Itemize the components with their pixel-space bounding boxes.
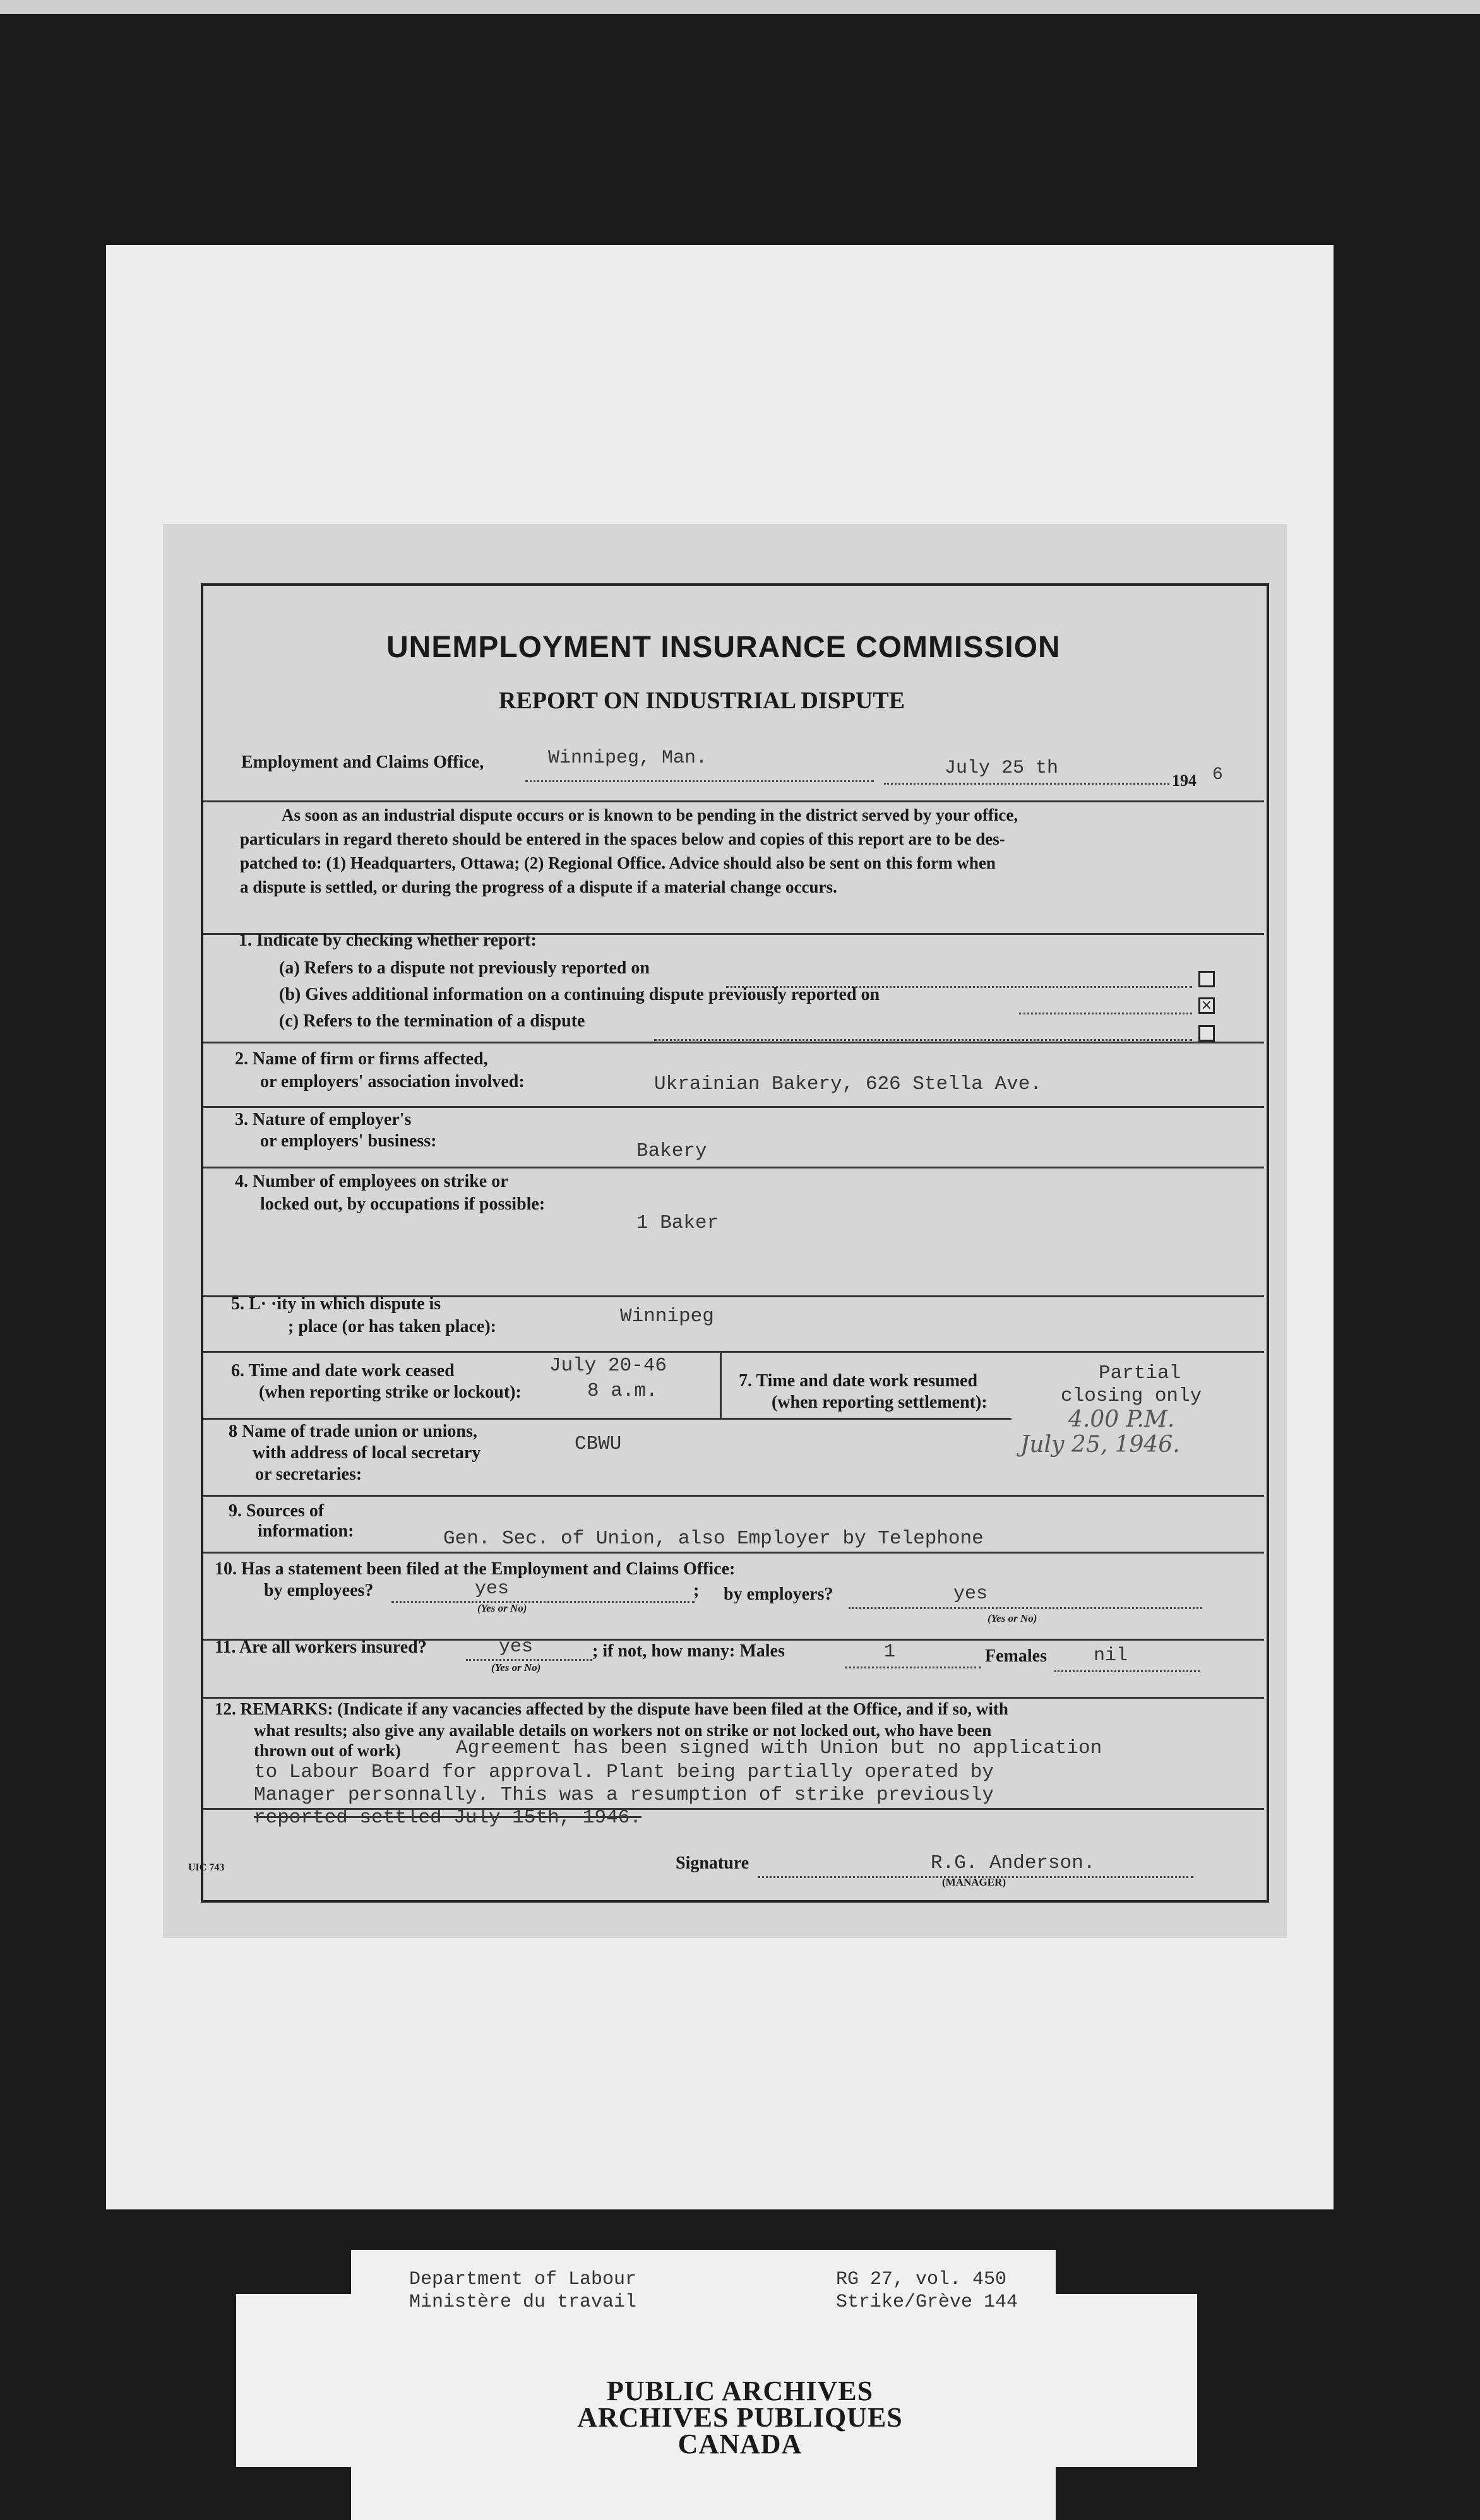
q4-label-2: locked out, by occupations if possible:: [260, 1194, 546, 1214]
q5-value: Winnipeg: [620, 1305, 714, 1328]
checkbox-b-checked[interactable]: ×: [1198, 997, 1215, 1014]
office-value: Winnipeg, Man.: [548, 747, 708, 769]
q8-label-2: with address of local secretary: [253, 1443, 481, 1463]
q3-label-1: 3. Nature of employer's: [235, 1110, 412, 1129]
instructions-line-3: patched to: (1) Headquarters, Ottawa; (2) Regional Office. Advice should also be sent on this form when: [240, 853, 996, 872]
year-suffix: 6: [1212, 765, 1223, 785]
archives-line-2: ARCHIVES PUBLIQUES: [577, 2402, 903, 2433]
divider: [203, 1808, 1264, 1810]
q4-label-1: 4. Number of employees on strike or: [235, 1172, 508, 1191]
q9-value: Gen. Sec. of Union, also Employer by Telephone: [443, 1528, 984, 1550]
q1-option-b: (b) Gives additional information on a continuing dispute previously reported on: [279, 985, 880, 1004]
q7-value-2: closing only: [1061, 1385, 1202, 1407]
archives-line-3: CANADA: [677, 2428, 803, 2459]
q11-label: 11. Are all workers insured?: [215, 1637, 427, 1657]
scan-top-band: [0, 0, 1480, 14]
remarks-label-2: what results; also give any available details on workers not on strike or not locked out, who have been: [254, 1721, 992, 1740]
archive-ref-2: Strike/Grève 144: [836, 2291, 1018, 2313]
year-prefix: 194: [1172, 771, 1197, 790]
q1-label: 1. Indicate by checking whether report:: [239, 930, 537, 950]
q7-handwritten-date: July 25, 1946.: [1020, 1432, 1180, 1458]
q11-yes-no-hint: (Yes or No): [491, 1661, 541, 1673]
q11-females-label: Females: [985, 1646, 1047, 1666]
q6-label-1: 6. Time and date work ceased: [231, 1361, 455, 1381]
q9-label-2: information:: [258, 1521, 354, 1541]
column-divider: [720, 1351, 722, 1419]
remarks-typed-1: Agreement has been signed with Union but no application: [456, 1737, 1102, 1759]
dept-fr: Ministère du travail: [409, 2291, 637, 2313]
q6-value-2: 8 a.m.: [587, 1380, 658, 1402]
instructions-line-1: As soon as an industrial dispute occurs or is known to be pending in the district served by your office,: [282, 805, 1018, 824]
q3-value: Bakery: [636, 1140, 707, 1162]
q5-label-1: 5. L· ·ity in which dispute is: [231, 1294, 441, 1314]
q10-yes-no-hint-2: (Yes or No): [988, 1612, 1037, 1624]
q6-label-2: (when reporting strike or lockout):: [259, 1382, 522, 1402]
q6-value-1: July 20-46: [549, 1355, 667, 1377]
q7-value-1: Partial: [1099, 1362, 1181, 1384]
q8-value: CBWU: [575, 1433, 622, 1455]
divider: [203, 800, 1264, 802]
form-title: UNEMPLOYMENT INSURANCE COMMISSION: [386, 631, 1061, 664]
q1-option-a: (a) Refers to a dispute not previously reported on: [279, 958, 650, 978]
divider: [203, 1351, 1264, 1353]
q10-employees-value: yes: [475, 1578, 510, 1600]
q3-label-2: or employers' business:: [260, 1131, 437, 1151]
q11-value: yes: [499, 1636, 534, 1658]
form-subtitle: REPORT ON INDUSTRIAL DISPUTE: [499, 687, 905, 714]
q10-by-employers: by employers?: [724, 1584, 833, 1604]
q5-label-2: ; place (or has taken place):: [288, 1317, 496, 1336]
q1-option-c: (c) Refers to the termination of a dispute: [279, 1011, 585, 1031]
remarks-typed-2: to Labour Board for approval. Plant being partially operated by: [254, 1761, 994, 1783]
q8-label-3: or secretaries:: [255, 1465, 362, 1484]
q10-by-employees: by employees?: [264, 1581, 374, 1600]
report-date: July 25 th: [945, 758, 1059, 779]
instructions-line-2: particulars in regard thereto should be entered in the spaces below and copies of this report are to be des-: [240, 829, 1005, 848]
q11-females-value: nil: [1094, 1645, 1128, 1667]
divider: [203, 1106, 1264, 1108]
divider: [203, 1552, 1264, 1554]
q9-label-1: 9. Sources of: [229, 1501, 325, 1521]
signature-role: (MANAGER): [942, 1876, 1006, 1888]
office-label: Employment and Claims Office,: [241, 752, 484, 772]
q10-emp-dotline: [391, 1601, 695, 1603]
remarks-label-1: 12. REMARKS: (Indicate if any vacancies affected by the dispute have been filed at the Office, and if so, with: [215, 1699, 1008, 1718]
q2-value: Ukrainian Bakery, 626 Stella Ave.: [654, 1073, 1042, 1095]
checkbox-c[interactable]: [1198, 1025, 1215, 1042]
divider: [203, 1042, 1264, 1043]
q2-label-1: 2. Name of firm or firms affected,: [235, 1049, 488, 1069]
q1c-dotline: [654, 1039, 1192, 1041]
q10-label: 10. Has a statement been filed at the Employment and Claims Office:: [215, 1559, 736, 1579]
q7-handwritten-time: 4.00 P.M.: [1068, 1406, 1175, 1432]
archives-line-1: PUBLIC ARCHIVES: [606, 2375, 874, 2406]
signature-label: Signature: [676, 1853, 749, 1873]
q4-value: 1 Baker: [636, 1212, 719, 1234]
q11-males-dotline: [845, 1667, 981, 1668]
dept-en: Department of Labour: [409, 2269, 637, 2290]
remarks-typed-3: Manager personnally. This was a resumption of strike previously: [254, 1784, 994, 1806]
instructions-line-4: a dispute is settled, or during the progress of a dispute if a material change occurs.: [240, 877, 837, 896]
q11-males-value: 1: [884, 1641, 896, 1663]
q1b-dotline: [1019, 1013, 1192, 1014]
remarks-typed-4: reported settled July 15th, 1946.: [254, 1807, 642, 1829]
signature-value: R.G. Anderson.: [931, 1852, 1095, 1874]
date-dotline: [884, 783, 1169, 785]
divider: [203, 1697, 1264, 1699]
q7-label-2: (when reporting settlement):: [772, 1393, 988, 1412]
q10-yes-no-hint-1: (Yes or No): [477, 1602, 527, 1614]
divider: [203, 1418, 1012, 1420]
q2-label-2: or employers' association involved:: [260, 1072, 525, 1091]
q11-dotline: [466, 1659, 592, 1661]
q11-females-dotline: [1054, 1670, 1200, 1672]
divider: [203, 1495, 1264, 1497]
q8-label-1: 8 Name of trade union or unions,: [229, 1422, 477, 1441]
divider: [203, 1167, 1264, 1168]
form-code: UIC 743: [188, 1862, 225, 1873]
remarks-label-3: thrown out of work): [254, 1741, 401, 1760]
q7-label-1: 7. Time and date work resumed: [739, 1371, 978, 1391]
office-dotline: [525, 780, 874, 782]
q11-if-not: ; if not, how many: Males: [592, 1641, 785, 1661]
checkbox-a[interactable]: [1198, 971, 1215, 987]
archive-ref-1: RG 27, vol. 450: [836, 2269, 1007, 2290]
q10-empr-dotline: [849, 1607, 1202, 1609]
q10-semicolon: ;: [693, 1581, 700, 1600]
q10-employers-value: yes: [953, 1583, 988, 1605]
